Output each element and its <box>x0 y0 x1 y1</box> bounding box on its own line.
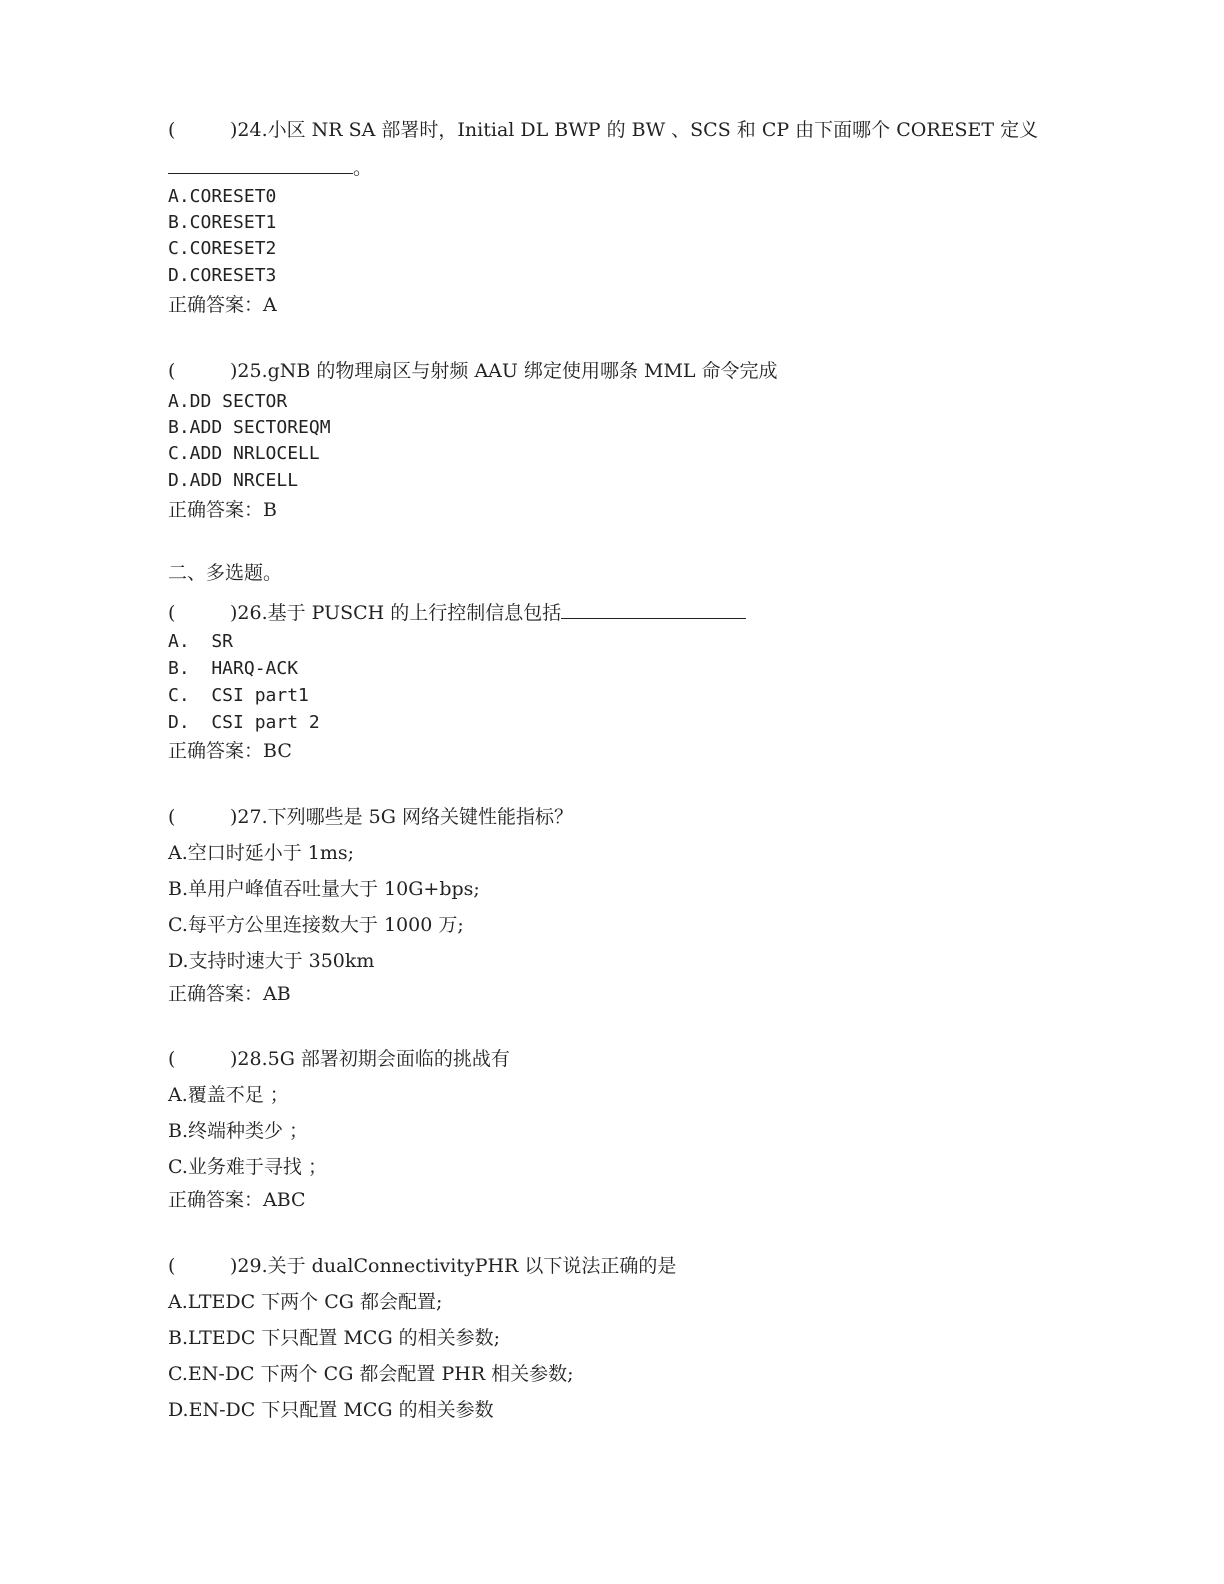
q28-stem-line <box>168 1047 510 1071</box>
q24-option-d: D.CORESET3 <box>168 265 277 286</box>
q28-option-c: C.业务难于寻找 ； <box>168 1156 327 1178</box>
q26-option-d: D. CSI part 2 <box>168 712 320 733</box>
q24-option-c: C.CORESET2 <box>168 238 277 259</box>
q24-blank-line <box>168 156 372 180</box>
q28-option-b: B.终端种类少 ； <box>168 1120 309 1142</box>
q25-answer: 正确答案：B <box>168 499 277 521</box>
q25-option-b: B.ADD SECTOREQM <box>168 417 331 438</box>
q27-option-b: B.单用户峰值吞吐量大于 10G+bps; <box>168 878 480 900</box>
q25-option-d: D.ADD NRCELL <box>168 470 299 491</box>
q27-option-a: A.空口时延小于 1ms; <box>168 842 355 864</box>
q24-stem: )24.小区 NR SA 部署时，Initial DL BWP 的 BW 、SCS 和 CP 由下面哪个 CORESET 定义 <box>230 119 1039 141</box>
q28-paren: ( <box>168 1048 176 1070</box>
q27-paren: ( <box>168 806 176 828</box>
q27-option-d: D.支持时速大于 350km <box>168 950 375 972</box>
q29-option-d: D.EN-DC 下只配置 MCG 的相关参数 <box>168 1399 494 1421</box>
q28-option-a: A.覆盖不足 ； <box>168 1084 289 1106</box>
q27-stem-line <box>168 805 573 829</box>
q27-option-c: C.每平方公里连接数大于 1000 万; <box>168 914 464 936</box>
q24-option-b: B.CORESET1 <box>168 212 277 233</box>
q27-answer: 正确答案：AB <box>168 983 291 1005</box>
q24-paren: ( <box>168 119 176 141</box>
q29-option-c: C.EN-DC 下两个 CG 都会配置 PHR 相关参数; <box>168 1363 574 1385</box>
q25-paren: ( <box>168 360 176 382</box>
q27-stem: )27.下列哪些是 5G 网络关键性能指标？ <box>230 806 573 828</box>
q26-stem: )26.基于 PUSCH 的上行控制信息包括 <box>230 602 562 624</box>
answer-blank <box>168 157 353 174</box>
q26-option-b: B. HARQ-ACK <box>168 658 299 679</box>
q26-option-a: A. SR <box>168 631 234 652</box>
q29-option-a: A.LTEDC 下两个 CG 都会配置; <box>168 1291 443 1313</box>
q26-option-c: C. CSI part1 <box>168 685 309 706</box>
q25-stem-line <box>168 359 778 383</box>
q28-answer: 正确答案：ABC <box>168 1189 306 1211</box>
q24-option-a: A.CORESET0 <box>168 186 277 207</box>
q25-stem: )25.gNB 的物理扇区与射频 AAU 绑定使用哪条 MML 命令完成 <box>230 360 778 382</box>
q29-stem-line <box>168 1254 676 1278</box>
q28-stem: )28.5G 部署初期会面临的挑战有 <box>230 1048 510 1070</box>
q26-stem-line <box>168 601 746 625</box>
q25-option-a: A.DD SECTOR <box>168 391 288 412</box>
q26-answer: 正确答案：BC <box>168 740 292 762</box>
q29-paren: ( <box>168 1255 176 1277</box>
q29-stem: )29.关于 dualConnectivityPHR 以下说法正确的是 <box>230 1255 677 1277</box>
q24-tail: 。 <box>353 157 373 179</box>
q25-option-c: C.ADD NRLOCELL <box>168 443 320 464</box>
q29-option-b: B.LTEDC 下只配置 MCG 的相关参数; <box>168 1327 501 1349</box>
q24-stem-line <box>168 118 1038 142</box>
answer-blank <box>561 602 746 619</box>
q24-answer: 正确答案：A <box>168 294 277 316</box>
q26-paren: ( <box>168 602 176 624</box>
section-heading-multiple-choice: 二、多选题。 <box>168 562 283 584</box>
